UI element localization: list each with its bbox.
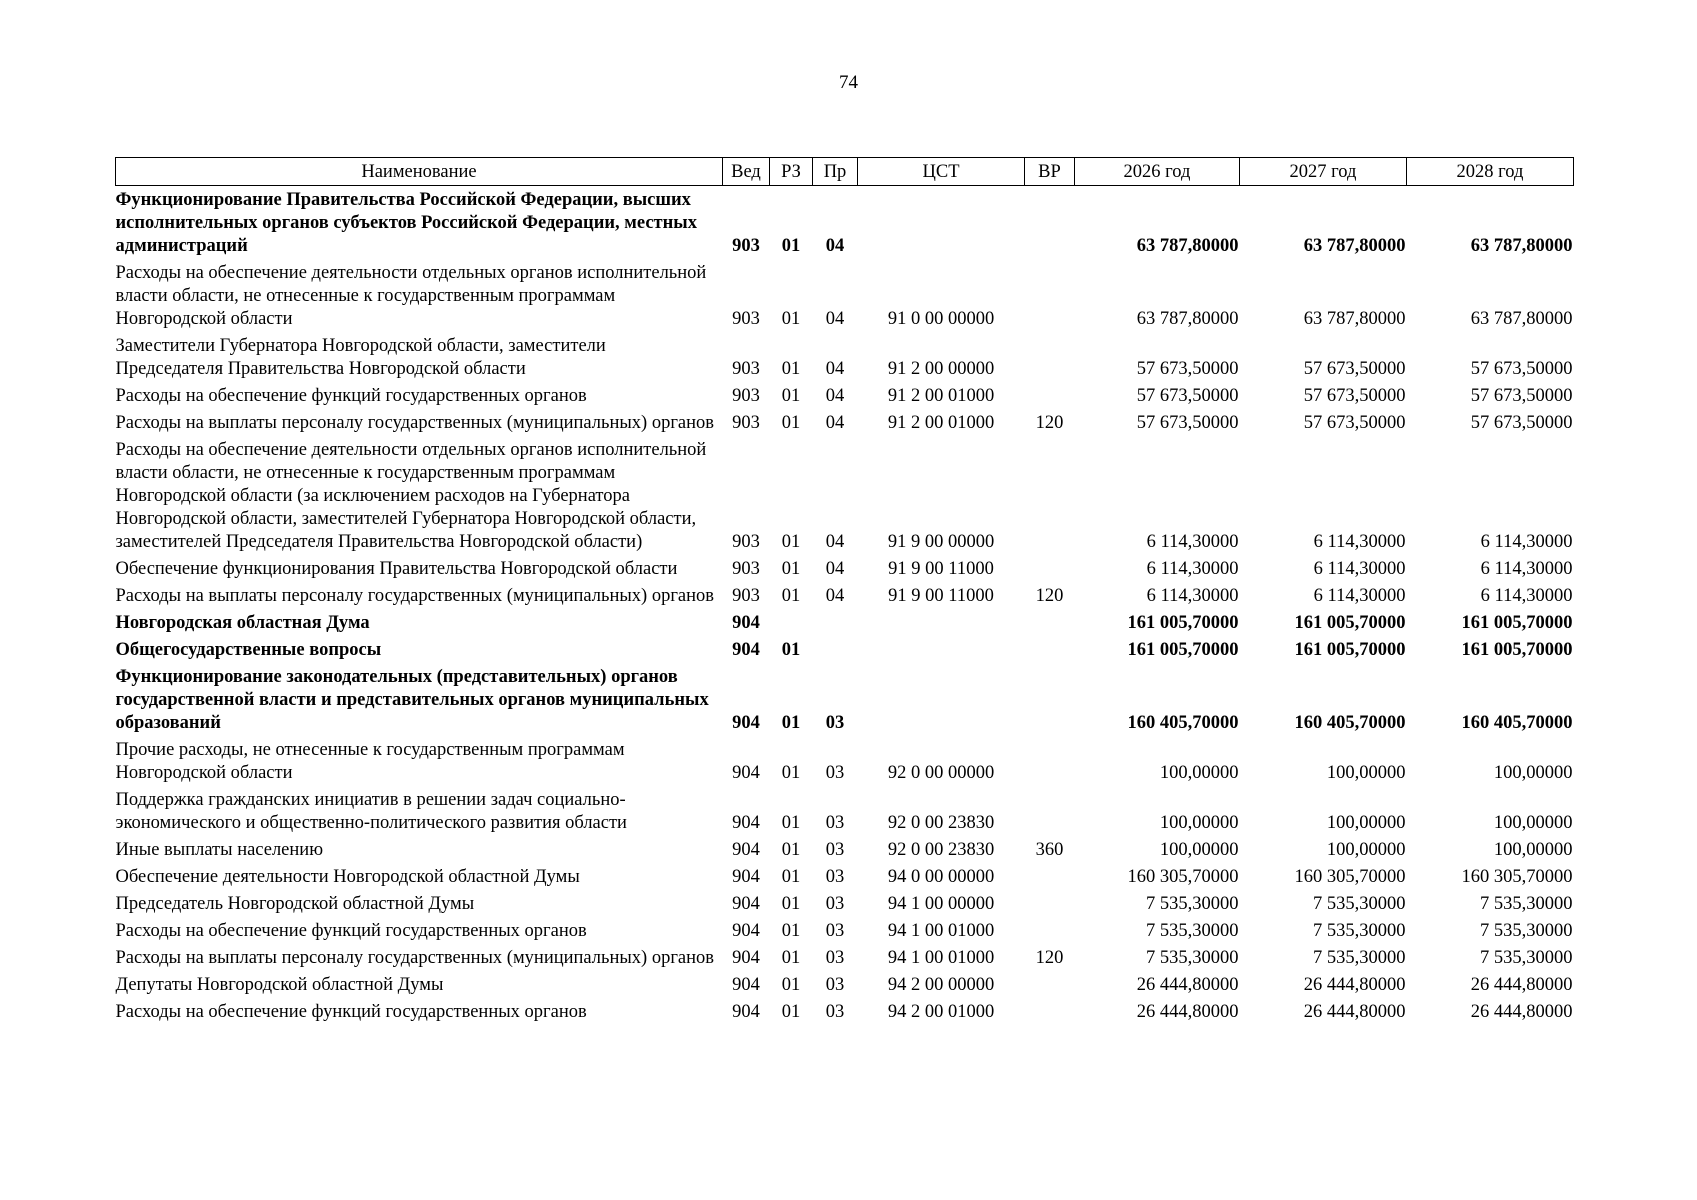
cell-y2028: 57 673,50000: [1470, 359, 1573, 379]
cell-vr: [1025, 609, 1075, 636]
cell-pr: 03: [825, 867, 845, 887]
cell-y2026: 63 787,80000: [1136, 236, 1239, 256]
cell-pr: 03: [825, 975, 845, 995]
cell-pr: 04: [825, 586, 845, 606]
cell-pr: 04: [825, 236, 845, 256]
cell-name: Расходы на выплаты персоналу государственных (муниципальных) органов: [115, 586, 715, 606]
cell-rz: 01: [781, 975, 801, 995]
cell-name: Прочие расходы, не отнесенные к государственным программам Новгородской области: [115, 740, 625, 783]
cell-vr: [1025, 636, 1075, 663]
cell-y2027: 100,00000: [1326, 840, 1406, 860]
cell-y2028: 57 673,50000: [1470, 386, 1573, 406]
table-row: [116, 863, 1574, 890]
cell-rz: 01: [781, 413, 801, 433]
cell-name: Расходы на обеспечение функций государственных органов: [115, 1002, 587, 1022]
cell-vr: 120: [1035, 948, 1064, 968]
table-row: [116, 259, 1574, 332]
cell-ved: 903: [732, 309, 760, 329]
cell-y2026: 6 114,30000: [1146, 532, 1239, 552]
header-2027: 2027 год: [1240, 158, 1407, 186]
table-row: [116, 736, 1574, 786]
cell-y2027: 63 787,80000: [1303, 236, 1406, 256]
cell-vr: [1025, 663, 1075, 736]
table-body: [116, 186, 1574, 1026]
cell-pr: 03: [825, 763, 845, 783]
budget-table: [115, 157, 1574, 1025]
cell-pr: 04: [825, 359, 845, 379]
cell-pr: 04: [825, 386, 845, 406]
cell-cst: [858, 186, 1025, 260]
cell-rz: 01: [781, 640, 801, 660]
cell-ved: 904: [732, 813, 760, 833]
cell-cst: 91 2 00 00000: [887, 359, 995, 379]
cell-pr: 03: [825, 894, 845, 914]
cell-y2028: 161 005,70000: [1461, 640, 1573, 660]
cell-vr: 120: [1035, 586, 1064, 606]
cell-rz: 01: [781, 763, 801, 783]
cell-y2028: 26 444,80000: [1470, 975, 1573, 995]
table-row: [116, 998, 1574, 1025]
table-row: [116, 436, 1574, 555]
cell-rz: 01: [781, 359, 801, 379]
header-2026: 2026 год: [1075, 158, 1240, 186]
cell-vr: [1025, 971, 1075, 998]
cell-y2028: 6 114,30000: [1480, 559, 1573, 579]
cell-vr: [1025, 863, 1075, 890]
table-row: [116, 663, 1574, 736]
cell-pr: 03: [825, 713, 845, 733]
cell-cst: 91 9 00 11000: [888, 586, 994, 606]
cell-pr: 03: [825, 813, 845, 833]
cell-vr: [1025, 332, 1075, 382]
cell-pr: 03: [825, 948, 845, 968]
table-row: [116, 836, 1574, 863]
cell-cst: [858, 636, 1025, 663]
cell-name: Обеспечение деятельности Новгородской областной Думы: [115, 867, 580, 887]
cell-vr: [1025, 917, 1075, 944]
cell-y2028: 63 787,80000: [1470, 236, 1573, 256]
cell-rz: 01: [781, 921, 801, 941]
cell-cst: 92 0 00 00000: [887, 763, 995, 783]
page-number: 74: [839, 72, 858, 93]
cell-cst: 92 0 00 23830: [887, 840, 995, 860]
cell-y2028: 100,00000: [1493, 763, 1573, 783]
cell-vr: [1025, 259, 1075, 332]
table-row: [116, 555, 1574, 582]
cell-name: Функционирование Правительства Российской Федерации, высших исполнительных органов субъектов Российской Федерации, местных администраций: [115, 190, 697, 256]
cell-rz: 01: [781, 1002, 801, 1022]
cell-y2026: 7 535,30000: [1146, 948, 1239, 968]
cell-rz: 01: [781, 713, 801, 733]
cell-ved: 903: [732, 559, 760, 579]
cell-y2026: 160 305,70000: [1127, 867, 1239, 887]
cell-ved: 903: [732, 532, 760, 552]
cell-name: Обеспечение функционирования Правительства Новгородской области: [115, 559, 678, 579]
cell-rz: [770, 609, 813, 636]
cell-y2026: 26 444,80000: [1136, 975, 1239, 995]
cell-pr: 03: [825, 1002, 845, 1022]
cell-y2028: 160 305,70000: [1461, 867, 1573, 887]
cell-cst: 92 0 00 23830: [887, 813, 995, 833]
cell-y2028: 6 114,30000: [1480, 586, 1573, 606]
cell-name: Расходы на обеспечение деятельности отдельных органов исполнительной власти области, не отнесенные к государственным программам Новгородской области: [115, 263, 707, 329]
cell-y2027: 6 114,30000: [1313, 586, 1406, 606]
table-row: [116, 917, 1574, 944]
cell-y2026: 160 405,70000: [1127, 713, 1239, 733]
cell-rz: 01: [781, 867, 801, 887]
cell-y2027: 161 005,70000: [1294, 613, 1406, 633]
cell-name: Новгородская областная Дума: [115, 613, 370, 633]
table-row: [116, 409, 1574, 436]
cell-name: Заместители Губернатора Новгородской области, заместители Председателя Правительства Новгородской области: [115, 336, 606, 379]
cell-cst: 94 0 00 00000: [887, 867, 995, 887]
table-row: [116, 636, 1574, 663]
header-ved: Вед: [723, 158, 770, 186]
cell-y2026: 100,00000: [1159, 763, 1239, 783]
cell-ved: 904: [732, 640, 760, 660]
cell-vr: [1025, 186, 1075, 260]
cell-cst: [858, 609, 1025, 636]
cell-ved: 903: [732, 386, 760, 406]
cell-pr: 04: [825, 559, 845, 579]
cell-vr: 120: [1035, 413, 1064, 433]
header-rz: РЗ: [770, 158, 813, 186]
cell-pr: 03: [825, 921, 845, 941]
cell-y2027: 63 787,80000: [1303, 309, 1406, 329]
cell-y2028: 6 114,30000: [1480, 532, 1573, 552]
cell-name: Расходы на обеспечение функций государственных органов: [115, 921, 587, 941]
cell-ved: 903: [732, 413, 760, 433]
table-row: [116, 971, 1574, 998]
cell-y2026: 7 535,30000: [1146, 921, 1239, 941]
cell-ved: 903: [732, 236, 760, 256]
cell-y2028: 63 787,80000: [1470, 309, 1573, 329]
cell-cst: 91 9 00 11000: [888, 559, 994, 579]
cell-cst: 94 2 00 00000: [887, 975, 995, 995]
cell-ved: 904: [732, 763, 760, 783]
cell-vr: [1025, 890, 1075, 917]
cell-ved: 904: [732, 613, 760, 633]
header-vr: ВР: [1025, 158, 1075, 186]
cell-y2027: 7 535,30000: [1313, 894, 1406, 914]
cell-ved: 903: [732, 586, 760, 606]
cell-y2026: 100,00000: [1159, 813, 1239, 833]
cell-name: Расходы на выплаты персоналу государственных (муниципальных) органов: [115, 413, 715, 433]
cell-y2026: 57 673,50000: [1136, 386, 1239, 406]
table-row: [116, 786, 1574, 836]
cell-y2027: 6 114,30000: [1313, 559, 1406, 579]
cell-cst: 91 0 00 00000: [887, 309, 995, 329]
cell-y2027: 26 444,80000: [1303, 975, 1406, 995]
cell-y2026: 6 114,30000: [1146, 586, 1239, 606]
cell-pr: 04: [825, 309, 845, 329]
cell-y2027: 7 535,30000: [1313, 921, 1406, 941]
cell-y2028: 100,00000: [1493, 840, 1573, 860]
table-row: [116, 582, 1574, 609]
cell-name: Расходы на выплаты персоналу государственных (муниципальных) органов: [115, 948, 715, 968]
table-row: [116, 382, 1574, 409]
cell-y2026: 7 535,30000: [1146, 894, 1239, 914]
cell-y2027: 7 535,30000: [1313, 948, 1406, 968]
cell-y2027: 6 114,30000: [1313, 532, 1406, 552]
cell-ved: 904: [732, 921, 760, 941]
cell-name: Поддержка гражданских инициатив в решении задач социально-экономического и общественно-политического развития области: [115, 790, 627, 833]
cell-cst: 91 9 00 00000: [887, 532, 995, 552]
cell-y2026: 63 787,80000: [1136, 309, 1239, 329]
cell-vr: [1025, 786, 1075, 836]
cell-y2028: 160 405,70000: [1461, 713, 1573, 733]
cell-y2028: 7 535,30000: [1480, 921, 1573, 941]
cell-y2027: 161 005,70000: [1294, 640, 1406, 660]
cell-y2027: 57 673,50000: [1303, 359, 1406, 379]
cell-y2026: 57 673,50000: [1136, 413, 1239, 433]
cell-ved: 904: [732, 1002, 760, 1022]
cell-rz: 01: [781, 586, 801, 606]
cell-rz: 01: [781, 813, 801, 833]
cell-pr: 03: [825, 840, 845, 860]
cell-cst: 94 2 00 01000: [887, 1002, 995, 1022]
header-pr: Пр: [813, 158, 858, 186]
cell-ved: 904: [732, 975, 760, 995]
cell-vr: [1025, 382, 1075, 409]
cell-ved: 903: [732, 359, 760, 379]
cell-y2028: 7 535,30000: [1480, 894, 1573, 914]
cell-ved: 904: [732, 948, 760, 968]
cell-rz: 01: [781, 840, 801, 860]
cell-y2027: 57 673,50000: [1303, 386, 1406, 406]
cell-name: Расходы на обеспечение деятельности отдельных органов исполнительной власти области, не отнесенные к государственным программам Новгородской области (за исключением расходов на Губернатора Новгородской области, заместителей Губернатора Новгородской области, заместителей Председателя Правительства Новгородской области): [115, 440, 707, 552]
cell-name: Общегосударственные вопросы: [115, 640, 382, 660]
cell-y2027: 57 673,50000: [1303, 413, 1406, 433]
cell-cst: 91 2 00 01000: [887, 386, 995, 406]
cell-y2026: 57 673,50000: [1136, 359, 1239, 379]
cell-rz: 01: [781, 559, 801, 579]
cell-cst: [858, 663, 1025, 736]
cell-rz: 01: [781, 236, 801, 256]
cell-rz: 01: [781, 894, 801, 914]
cell-vr: [1025, 998, 1075, 1025]
cell-rz: 01: [781, 309, 801, 329]
cell-cst: 94 1 00 01000: [887, 921, 995, 941]
cell-y2028: 57 673,50000: [1470, 413, 1573, 433]
cell-rz: 01: [781, 948, 801, 968]
cell-pr: 04: [825, 413, 845, 433]
cell-y2027: 26 444,80000: [1303, 1002, 1406, 1022]
cell-y2026: 6 114,30000: [1146, 559, 1239, 579]
cell-vr: [1025, 736, 1075, 786]
cell-cst: 94 1 00 01000: [887, 948, 995, 968]
cell-y2028: 100,00000: [1493, 813, 1573, 833]
cell-pr: 04: [825, 532, 845, 552]
cell-vr: [1025, 555, 1075, 582]
header-2028: 2028 год: [1407, 158, 1574, 186]
cell-y2027: 100,00000: [1326, 763, 1406, 783]
cell-y2028: 161 005,70000: [1461, 613, 1573, 633]
cell-ved: 904: [732, 840, 760, 860]
cell-y2027: 100,00000: [1326, 813, 1406, 833]
cell-name: Председатель Новгородской областной Думы: [115, 894, 475, 914]
cell-ved: 904: [732, 894, 760, 914]
cell-y2027: 160 405,70000: [1294, 713, 1406, 733]
cell-name: Иные выплаты населению: [115, 840, 324, 860]
table-row: [116, 186, 1574, 260]
cell-rz: 01: [781, 532, 801, 552]
table-row: [116, 609, 1574, 636]
cell-name: Депутаты Новгородской областной Думы: [115, 975, 444, 995]
cell-pr: [813, 636, 858, 663]
table-row: [116, 944, 1574, 971]
cell-ved: 904: [732, 867, 760, 887]
cell-cst: 91 2 00 01000: [887, 413, 995, 433]
cell-y2026: 161 005,70000: [1127, 640, 1239, 660]
header-cst: ЦСТ: [858, 158, 1025, 186]
cell-rz: 01: [781, 386, 801, 406]
cell-y2027: 160 305,70000: [1294, 867, 1406, 887]
cell-ved: 904: [732, 713, 760, 733]
table-row: [116, 890, 1574, 917]
cell-pr: [813, 609, 858, 636]
cell-cst: 94 1 00 00000: [887, 894, 995, 914]
header-name: Наименование: [116, 158, 723, 186]
table-row: [116, 332, 1574, 382]
cell-y2028: 26 444,80000: [1470, 1002, 1573, 1022]
cell-vr: 360: [1035, 840, 1064, 860]
table-header-row: [116, 158, 1574, 186]
cell-name: Функционирование законодательных (представительных) органов государственной власти и представительных органов муниципальных образований: [115, 667, 709, 733]
cell-vr: [1025, 436, 1075, 555]
cell-y2026: 26 444,80000: [1136, 1002, 1239, 1022]
cell-y2026: 100,00000: [1159, 840, 1239, 860]
cell-y2028: 7 535,30000: [1480, 948, 1573, 968]
cell-y2026: 161 005,70000: [1127, 613, 1239, 633]
cell-name: Расходы на обеспечение функций государственных органов: [115, 386, 587, 406]
